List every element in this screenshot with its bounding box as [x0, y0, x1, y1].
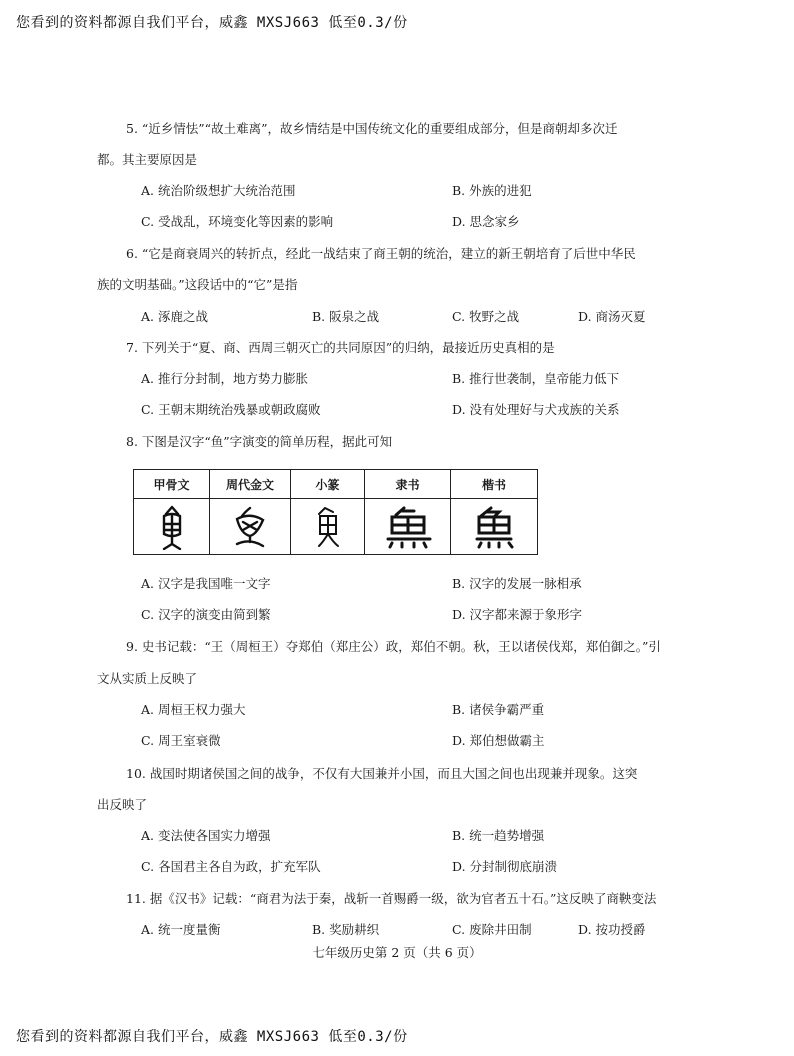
page-footer: 七年级历史第 2 页（共 6 页）	[312, 945, 482, 960]
watermark-bottom: 您看到的资料都源自我们平台，威鑫 MXSJ663 低至0.3/份	[16, 1029, 408, 1045]
q6-option-c: C. 牧野之战	[452, 309, 520, 324]
q5-option-c: C. 受战乱，环境变化等因素的影响	[141, 214, 334, 229]
q7-option-d: D. 没有处理好与犬戎族的关系	[452, 402, 620, 417]
table-header-row	[134, 470, 537, 499]
q8-option-a: A. 汉字是我国唯一文字	[141, 576, 271, 591]
header-small-seal: 小篆	[291, 470, 365, 498]
q6-stem-line1: 6. “它是商衰周兴的转折点，经此一战结束了商王朝的统治，建立的新王朝培育了后世中华民	[126, 246, 636, 261]
header-bronze: 周代金文	[210, 470, 291, 498]
header-oracle-bone: 甲骨文	[134, 470, 210, 498]
q9-option-a: A. 周桓王权力强大	[141, 702, 246, 717]
oracle-bone-fish-glyph	[134, 499, 210, 554]
q5-stem-line2: 都。其主要原因是	[97, 152, 198, 167]
header-regular: 楷书	[481, 477, 506, 492]
q6-option-d: D. 商汤灭夏	[578, 309, 646, 324]
regular-script-fish-glyph	[451, 499, 537, 554]
q11-stem: 11. 据《汉书》记载：“商君为法于秦，战斩一首赐爵一级，欲为官者五十石。”这反映了商鞅变法	[126, 891, 657, 906]
q7-option-b: B. 推行世袭制，皇帝能力低下	[452, 371, 620, 386]
q5-option-d: D. 思念家乡	[452, 214, 520, 229]
q9-option-d: D. 郑伯想做霸主	[452, 733, 545, 748]
q10-stem-line1: 10. 战国时期诸侯国之间的战争，不仅有大国兼并小国，而且大国之间也出现兼并现象。这突	[126, 766, 638, 781]
q9-option-c: C. 周王室衰微	[141, 733, 221, 748]
q10-option-b: B. 统一趋势增强	[452, 828, 545, 843]
q7-stem: 7. 下列关于“夏、商、西周三朝灭亡的共同原因”的归纳，最接近历史真相的是	[126, 340, 555, 355]
q10-option-c: C. 各国君主各自为政，扩充军队	[141, 859, 321, 874]
clerical-fish-glyph	[365, 499, 451, 554]
q10-option-a: A. 变法使各国实力增强	[141, 828, 271, 843]
q5-option-a: A. 统治阶级想扩大统治范围	[141, 183, 296, 198]
q8-option-c: C. 汉字的演变由简到繁	[141, 607, 271, 622]
q9-stem-line2: 文从实质上反映了	[97, 671, 198, 686]
q11-option-d: D. 按功授爵	[578, 922, 646, 937]
table-glyph-row	[134, 499, 537, 554]
q11-option-a: A. 统一度量衡	[141, 922, 221, 937]
bronze-fish-glyph	[210, 499, 291, 554]
q8-option-b: B. 汉字的发展一脉相承	[452, 576, 582, 591]
fish-character-evolution-table	[133, 469, 538, 555]
q8-stem: 8. 下图是汉字“鱼”字演变的简单历程，据此可知	[126, 434, 393, 449]
q11-option-c: C. 废除井田制	[452, 922, 532, 937]
q10-option-d: D. 分封制彻底崩溃	[452, 859, 558, 874]
q7-option-c: C. 王朝末期统治残暴或朝政腐败	[141, 402, 321, 417]
q10-stem-line2: 出反映了	[97, 797, 148, 812]
watermark-top: 您看到的资料都源自我们平台，威鑫 MXSJ663 低至0.3/份	[16, 15, 408, 31]
q6-stem-line2: 族的文明基础。”这段话中的“它”是指	[97, 277, 298, 292]
q9-option-b: B. 诸侯争霸严重	[452, 702, 545, 717]
q5-stem-line1: 5. “近乡情怯”“故土难离”，故乡情结是中国传统文化的重要组成部分，但是商朝却多次迁	[126, 121, 618, 136]
small-seal-fish-glyph	[291, 499, 365, 554]
q5-option-b: B. 外族的进犯	[452, 183, 532, 198]
q7-option-a: A. 推行分封制，地方势力膨胀	[141, 371, 308, 386]
q6-option-a: A. 涿鹿之战	[141, 309, 208, 324]
q8-option-d: D. 汉字都来源于象形字	[452, 607, 583, 622]
q6-option-b: B. 阪泉之战	[312, 309, 380, 324]
q11-option-b: B. 奖励耕织	[312, 922, 380, 937]
q9-stem-line1: 9. 史书记载：“王（周桓王）夺郑伯（郑庄公）政，郑伯不朝。秋，王以诸侯伐郑，郑伯御之。”引	[126, 639, 661, 654]
header-clerical: 隶书	[365, 470, 451, 498]
